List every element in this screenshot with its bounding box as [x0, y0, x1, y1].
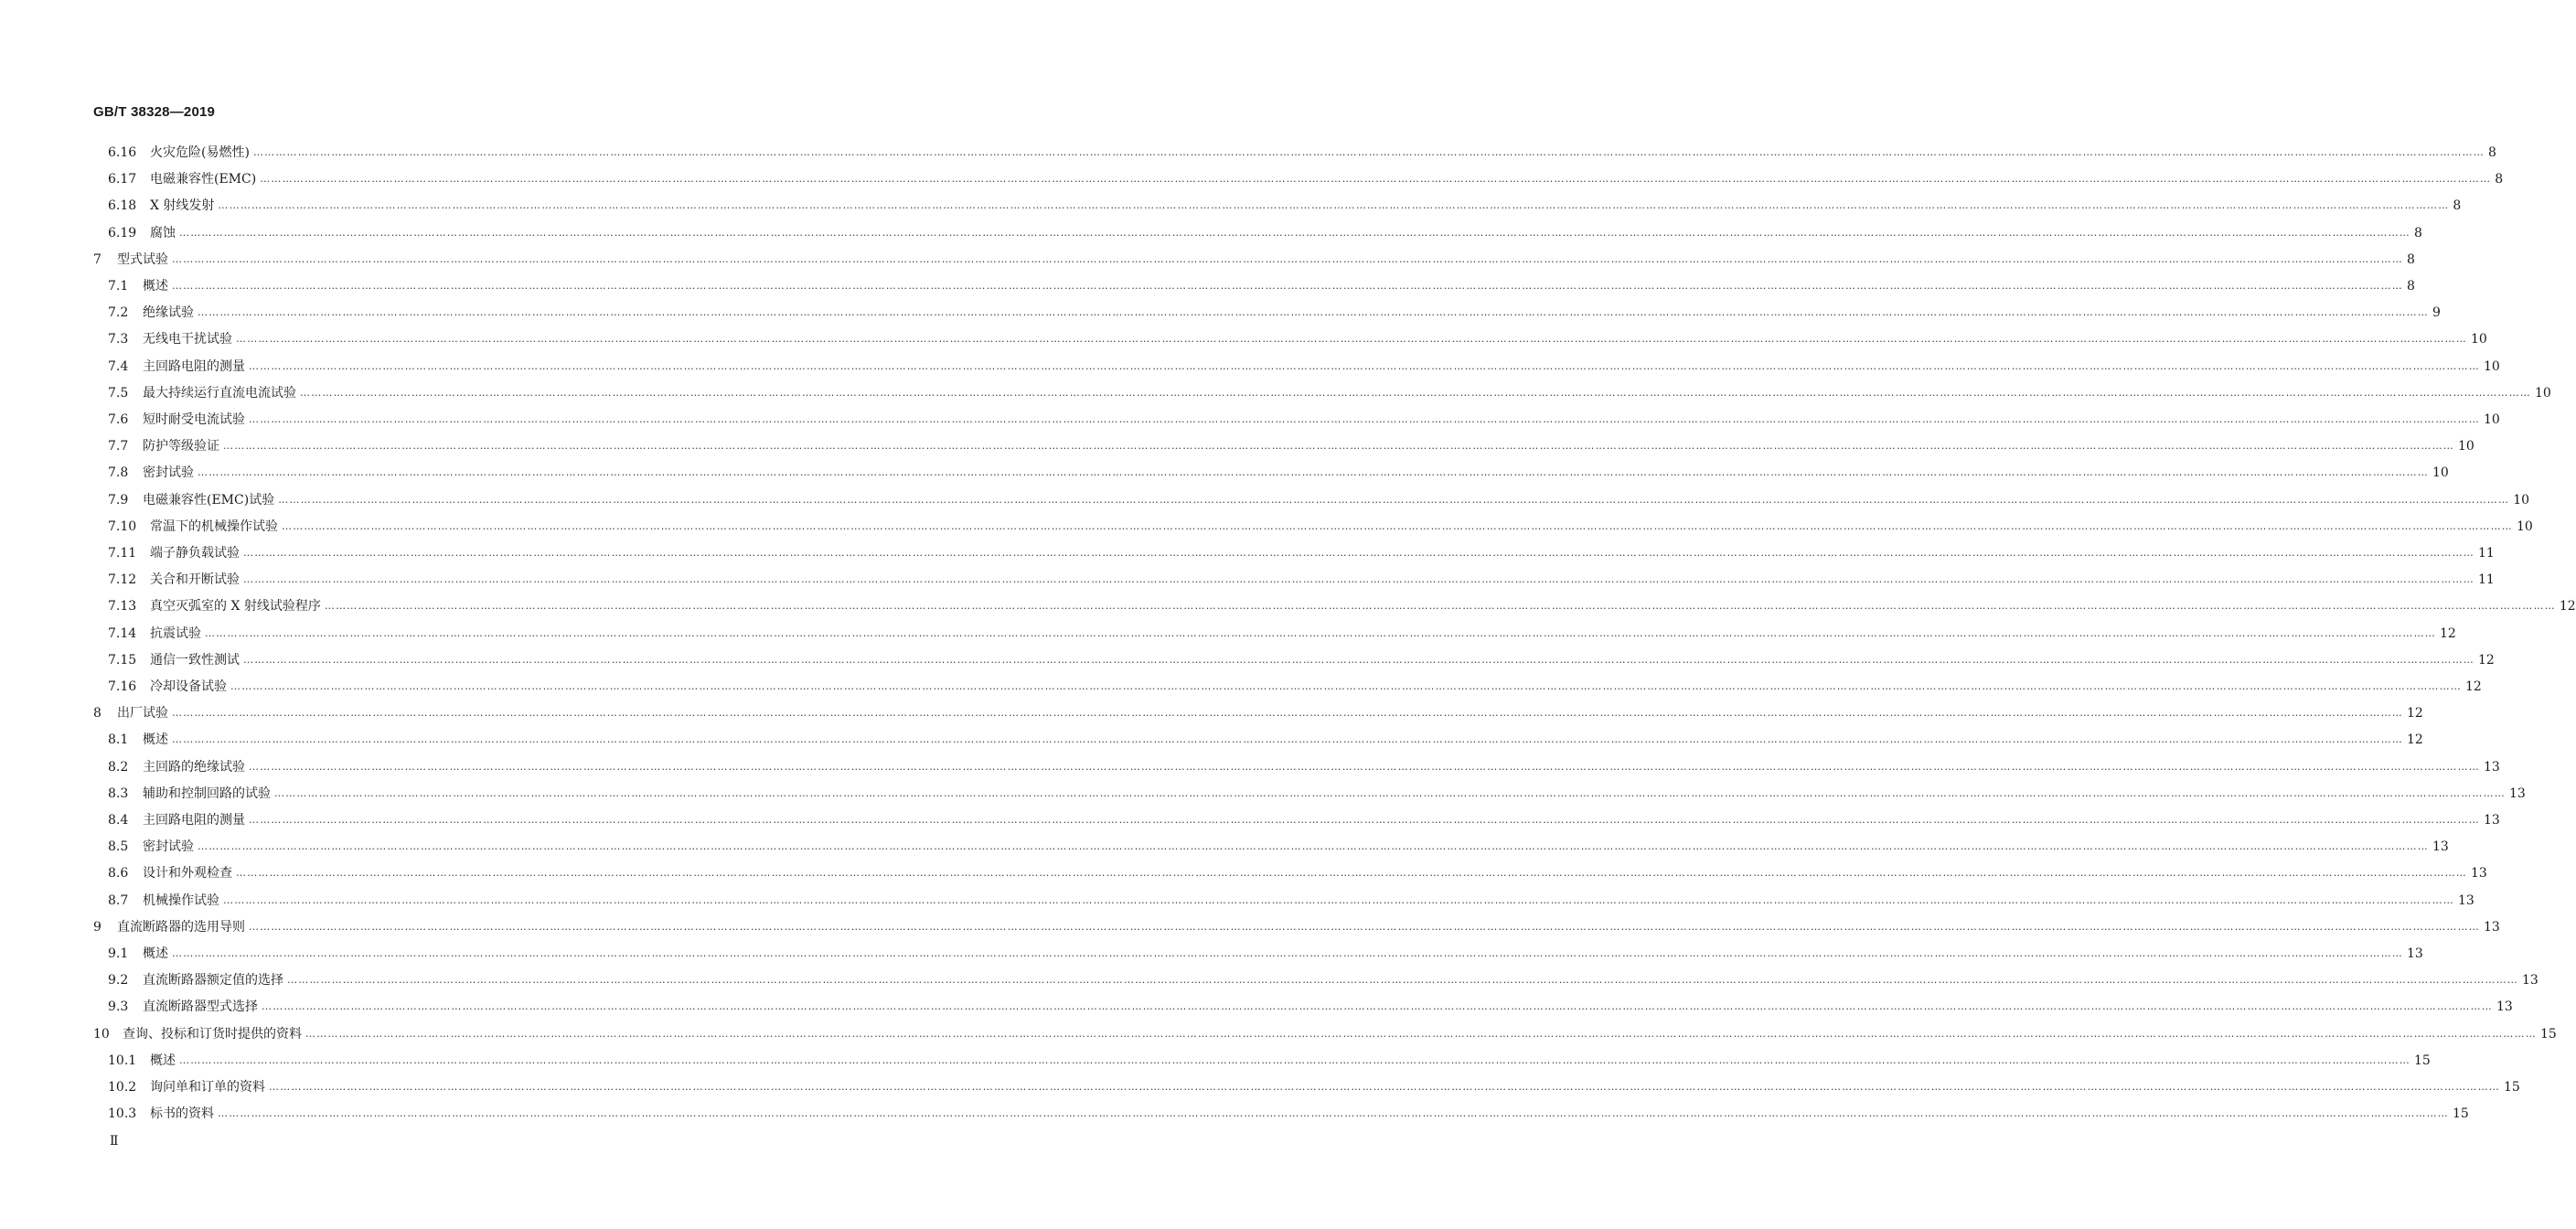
toc-number: 8.5 [108, 839, 129, 855]
toc-number: 8.6 [108, 866, 129, 882]
toc-page-number: 12 [2407, 732, 2423, 748]
toc-number: 10.3 [108, 1106, 137, 1122]
toc-page-number: 13 [2484, 919, 2500, 935]
toc-number: 6.16 [108, 145, 137, 160]
toc-leader-dots: …………………………………………………………………………………………………………………………………………………………………………………………………………………………………………………………………………………………………………………………………………………………………………………………………………………………………………………………………………………………………………………………………………………… [179, 1053, 2410, 1066]
toc-leader-dots: …………………………………………………………………………………………………………………………………………………………………………………………………………………………………………………………………………………………………………………………………………………………………………………………………………………………………………………………………………………………………………………………………………………… [243, 547, 2474, 559]
toc-leader-dots: …………………………………………………………………………………………………………………………………………………………………………………………………………………………………………………………………………………………………………………………………………………………………………………………………………………………………………………………………………………………………………………………………………………… [243, 573, 2474, 586]
toc-entry[interactable] [108, 837, 2449, 857]
toc-entry[interactable] [108, 223, 2422, 243]
toc-page-number: 11 [2478, 546, 2495, 561]
toc-leader-dots: …………………………………………………………………………………………………………………………………………………………………………………………………………………………………………………………………………………………………………………………………………………………………………………………………………………………………………………………………………………………………………………………………………………… [249, 760, 2480, 773]
toc-number: 7.10 [108, 518, 137, 534]
toc-page-number: 10 [2535, 385, 2551, 401]
toc-leader-dots: …………………………………………………………………………………………………………………………………………………………………………………………………………………………………………………………………………………………………………………………………………………………………………………………………………………………………………………………………………………………………………………………………………………… [198, 306, 2429, 319]
toc-number: 7.5 [108, 385, 129, 401]
toc-title: 短时耐受电流试验 [143, 412, 245, 427]
toc-page-number: 8 [2414, 225, 2422, 240]
toc-title: 主回路的绝缘试验 [143, 759, 245, 775]
toc-entry[interactable] [108, 863, 2487, 883]
toc-entry[interactable] [93, 703, 2423, 723]
toc-title: 辅助和控制回路的试验 [143, 785, 271, 801]
toc-title: 概述 [143, 732, 168, 748]
toc-title: 密封试验 [143, 839, 194, 855]
toc-entry[interactable] [108, 143, 2496, 163]
toc-number: 7.3 [108, 332, 129, 347]
toc-entry[interactable] [93, 250, 2415, 270]
toc-entry[interactable] [108, 570, 2495, 590]
toc-entry[interactable] [108, 624, 2456, 644]
toc-leader-dots: …………………………………………………………………………………………………………………………………………………………………………………………………………………………………………………………………………………………………………………………………………………………………………………………………………………………………………………………………………………………………………………………………………………… [218, 199, 2450, 212]
toc-number: 8 [93, 706, 102, 721]
toc-title: 概述 [143, 946, 168, 961]
toc-number: 9.1 [108, 946, 129, 961]
toc-page-number: 8 [2487, 145, 2496, 160]
toc-title: 直流断路器的选用导则 [117, 919, 245, 935]
toc-number: 10 [93, 1026, 110, 1042]
toc-leader-dots: …………………………………………………………………………………………………………………………………………………………………………………………………………………………………………………………………………………………………………………………………………………………………………………………………………………………………………………………………………………………………………………………………………………… [172, 947, 2403, 959]
toc-number: 8.1 [108, 732, 129, 748]
toc-title: 设计和外观检查 [143, 866, 232, 882]
toc-entry[interactable] [108, 463, 2449, 483]
toc-entry[interactable] [108, 1104, 2469, 1124]
toc-number: 9.2 [108, 973, 129, 989]
toc-number: 7.9 [108, 492, 129, 508]
toc-entry[interactable] [108, 970, 2539, 990]
toc-leader-dots: …………………………………………………………………………………………………………………………………………………………………………………………………………………………………………………………………………………………………………………………………………………………………………………………………………………………………………………………………………………………………………………………………………………… [172, 733, 2403, 746]
toc-title: 最大持续运行直流电流试验 [143, 385, 296, 401]
toc-number: 7.14 [108, 625, 137, 641]
toc-page-number: 8 [2407, 279, 2415, 294]
toc-leader-dots: …………………………………………………………………………………………………………………………………………………………………………………………………………………………………………………………………………………………………………………………………………………………………………………………………………………………………………………………………………………………………………………………………………………… [172, 707, 2403, 720]
toc-entry[interactable] [108, 169, 2504, 189]
toc-entry[interactable] [108, 784, 2526, 804]
toc-leader-dots: …………………………………………………………………………………………………………………………………………………………………………………………………………………………………………………………………………………………………………………………………………………………………………………………………………………………………………………………………………………………………………………………………………………… [223, 440, 2454, 453]
toc-entry[interactable] [108, 1051, 2431, 1071]
toc-title: 电磁兼容性(EMC) [150, 172, 257, 187]
toc-page-number: 13 [2432, 839, 2449, 855]
toc-number: 7 [93, 251, 102, 267]
toc-number: 8.3 [108, 785, 129, 801]
toc-leader-dots: …………………………………………………………………………………………………………………………………………………………………………………………………………………………………………………………………………………………………………………………………………………………………………………………………………………………………………………………………………………………………………………………………………………… [278, 493, 2510, 506]
toc-leader-dots: …………………………………………………………………………………………………………………………………………………………………………………………………………………………………………………………………………………………………………………………………………………………………………………………………………………………………………………………………………………………………………………………………………………… [282, 519, 2513, 532]
toc-page-number: 12 [2465, 679, 2482, 694]
toc-entry[interactable] [108, 944, 2423, 964]
toc-leader-dots: …………………………………………………………………………………………………………………………………………………………………………………………………………………………………………………………………………………………………………………………………………………………………………………………………………………………………………………………………………………………………………………………………………………… [300, 386, 2531, 399]
toc-title: 主回路电阻的测量 [143, 813, 245, 828]
toc-number: 7.2 [108, 305, 129, 321]
toc-page-number: 10 [2484, 358, 2500, 374]
toc-entry[interactable] [108, 730, 2423, 750]
toc-title: 型式试验 [117, 251, 168, 267]
toc-number: 8.4 [108, 813, 129, 828]
toc-entry[interactable] [108, 490, 2530, 510]
toc-entry[interactable] [108, 357, 2500, 377]
toc-leader-dots: …………………………………………………………………………………………………………………………………………………………………………………………………………………………………………………………………………………………………………………………………………………………………………………………………………………………………………………………………………………………………………………………………………………… [223, 893, 2454, 906]
toc-leader-dots: …………………………………………………………………………………………………………………………………………………………………………………………………………………………………………………………………………………………………………………………………………………………………………………………………………………………………………………………………………………………………………………………………………………… [269, 1081, 2500, 1093]
toc-page-number: 8 [2407, 251, 2415, 267]
toc-leader-dots: …………………………………………………………………………………………………………………………………………………………………………………………………………………………………………………………………………………………………………………………………………………………………………………………………………………………………………………………………………………………………………………………………………………… [172, 252, 2403, 265]
toc-number: 7.6 [108, 412, 129, 427]
toc-entry[interactable] [108, 196, 2462, 216]
toc-title: 通信一致性测试 [150, 652, 240, 668]
toc-page-number: 13 [2407, 946, 2423, 961]
document-code: GB/T 38328—2019 [93, 104, 216, 120]
toc-leader-dots: …………………………………………………………………………………………………………………………………………………………………………………………………………………………………………………………………………………………………………………………………………………………………………………………………………………………………………………………………………………………………………………………………………………… [198, 840, 2429, 853]
toc-title: X 射线发射 [150, 198, 215, 214]
toc-number: 7.1 [108, 279, 129, 294]
toc-title: 标书的资料 [150, 1106, 214, 1122]
toc-page-number: 15 [2453, 1106, 2469, 1122]
toc-entry[interactable] [108, 329, 2487, 349]
toc-page-number: 11 [2478, 572, 2495, 588]
toc-page-number: 10 [2432, 465, 2449, 481]
toc-entry[interactable] [93, 1024, 2557, 1044]
toc-leader-dots: …………………………………………………………………………………………………………………………………………………………………………………………………………………………………………………………………………………………………………………………………………………………………………………………………………………………………………………………………………………………………………………………………………………… [249, 920, 2480, 933]
toc-entry[interactable] [108, 757, 2500, 777]
toc-leader-dots: …………………………………………………………………………………………………………………………………………………………………………………………………………………………………………………………………………………………………………………………………………………………………………………………………………………………………………………………………………………………………………………………………………………… [172, 280, 2403, 292]
toc-number: 9.3 [108, 999, 129, 1015]
toc-page-number: 12 [2407, 706, 2423, 721]
toc-entry[interactable] [108, 436, 2474, 456]
toc-title: 出厂试验 [117, 706, 168, 721]
toc-entry[interactable] [93, 917, 2500, 937]
toc-title: 火灾危险(易燃性) [150, 145, 250, 160]
toc-number: 8.7 [108, 892, 129, 908]
toc-title: 电磁兼容性(EMC)试验 [143, 492, 275, 508]
toc-leader-dots: …………………………………………………………………………………………………………………………………………………………………………………………………………………………………………………………………………………………………………………………………………………………………………………………………………………………………………………………………………………………………………………………………………………… [252, 146, 2485, 158]
toc-entry[interactable] [108, 383, 2551, 403]
toc-number: 10.2 [108, 1080, 137, 1095]
toc-page-number: 13 [2458, 892, 2474, 908]
toc-number: 7.16 [108, 679, 137, 694]
toc-number: 10.1 [108, 1053, 137, 1068]
toc-leader-dots: …………………………………………………………………………………………………………………………………………………………………………………………………………………………………………………………………………………………………………………………………………………………………………………………………………………………………………………………………………………………………………………………………………………… [287, 974, 2518, 987]
toc-page-number: 13 [2522, 973, 2539, 989]
toc-number: 6.19 [108, 225, 137, 240]
toc-page-number: 15 [2540, 1026, 2557, 1042]
toc-page-number: 12 [2440, 625, 2456, 641]
toc-leader-dots: …………………………………………………………………………………………………………………………………………………………………………………………………………………………………………………………………………………………………………………………………………………………………………………………………………………………………………………………………………………………………………………………………………………… [205, 626, 2436, 639]
toc-entry[interactable] [108, 303, 2441, 323]
toc-page-number: 15 [2414, 1053, 2431, 1068]
toc-title: 概述 [143, 279, 168, 294]
toc-page-number: 10 [2471, 332, 2487, 347]
toc-title: 直流断路器型式选择 [143, 999, 258, 1015]
toc-page-number: 12 [2559, 599, 2576, 614]
toc-leader-dots: …………………………………………………………………………………………………………………………………………………………………………………………………………………………………………………………………………………………………………………………………………………………………………………………………………………………………………………………………………………………………………………………………………………… [305, 1027, 2537, 1040]
toc-title: 抗震试验 [150, 625, 201, 641]
toc-title: 查询、投标和订货时提供的资料 [123, 1026, 302, 1042]
toc-entry[interactable] [108, 997, 2513, 1017]
toc-entry[interactable] [108, 650, 2495, 670]
toc-leader-dots: …………………………………………………………………………………………………………………………………………………………………………………………………………………………………………………………………………………………………………………………………………………………………………………………………………………………………………………………………………………………………………………………………………………… [236, 333, 2467, 346]
toc-page-number: 13 [2484, 759, 2500, 775]
toc-leader-dots: …………………………………………………………………………………………………………………………………………………………………………………………………………………………………………………………………………………………………………………………………………………………………………………………………………………………………………………………………………………………………………………………………………………… [260, 173, 2492, 186]
toc-page-number: 13 [2484, 813, 2500, 828]
toc-number: 8.2 [108, 759, 129, 775]
toc-number: 7.12 [108, 572, 137, 588]
toc-title: 询问单和订单的资料 [150, 1080, 265, 1095]
toc-number: 9 [93, 919, 102, 935]
toc-page-number: 8 [2453, 198, 2462, 214]
toc-leader-dots: …………………………………………………………………………………………………………………………………………………………………………………………………………………………………………………………………………………………………………………………………………………………………………………………………………………………………………………………………………………………………………………………………………………… [262, 1000, 2493, 1013]
toc-entry[interactable] [108, 276, 2415, 296]
toc-page-number: 13 [2509, 785, 2526, 801]
toc-page-number: 10 [2517, 518, 2533, 534]
toc-title: 直流断路器额定值的选择 [143, 973, 283, 989]
toc-leader-dots: …………………………………………………………………………………………………………………………………………………………………………………………………………………………………………………………………………………………………………………………………………………………………………………………………………………………………………………………………………………………………………………………………………………… [179, 226, 2410, 239]
toc-page-number: 10 [2484, 412, 2500, 427]
toc-page-number: 10 [2458, 439, 2474, 454]
toc-title: 常温下的机械操作试验 [150, 518, 278, 534]
toc-leader-dots: …………………………………………………………………………………………………………………………………………………………………………………………………………………………………………………………………………………………………………………………………………………………………………………………………………………………………………………………………………………………………………………………………………………… [236, 867, 2467, 880]
toc-number: 7.7 [108, 439, 129, 454]
toc-page-number: 13 [2496, 999, 2513, 1015]
toc-page-number: 10 [2513, 492, 2530, 508]
toc-title: 主回路电阻的测量 [143, 358, 245, 374]
toc-entry[interactable] [108, 410, 2500, 430]
toc-title: 端子静负载试验 [150, 546, 240, 561]
toc-title: 冷却设备试验 [150, 679, 227, 694]
toc-entry[interactable] [108, 1077, 2520, 1097]
toc-entry[interactable] [108, 596, 2576, 616]
toc-number: 7.13 [108, 599, 137, 614]
toc-page-number: 8 [2495, 172, 2504, 187]
page-folio: Ⅱ [110, 1134, 119, 1149]
toc-title: 概述 [150, 1053, 176, 1068]
toc-entry[interactable] [108, 677, 2482, 697]
toc-title: 绝缘试验 [143, 305, 194, 321]
toc-entry[interactable] [108, 543, 2495, 563]
toc-number: 6.17 [108, 172, 137, 187]
toc-number: 7.11 [108, 546, 137, 561]
toc-title: 密封试验 [143, 465, 194, 481]
toc-page-number: 9 [2432, 305, 2441, 321]
toc-entry[interactable] [108, 891, 2474, 911]
toc-entry[interactable] [108, 810, 2500, 830]
toc-title: 防护等级验证 [143, 439, 219, 454]
toc-title: 真空灭弧室的 X 射线试验程序 [150, 599, 321, 614]
toc-leader-dots: …………………………………………………………………………………………………………………………………………………………………………………………………………………………………………………………………………………………………………………………………………………………………………………………………………………………………………………………………………………………………………………………………………………… [230, 680, 2462, 692]
toc-leader-dots: …………………………………………………………………………………………………………………………………………………………………………………………………………………………………………………………………………………………………………………………………………………………………………………………………………………………………………………………………………………………………………………………………………………… [249, 814, 2480, 826]
toc-leader-dots: …………………………………………………………………………………………………………………………………………………………………………………………………………………………………………………………………………………………………………………………………………………………………………………………………………………………………………………………………………………………………………………………………………………… [324, 600, 2556, 613]
toc-number: 7.15 [108, 652, 137, 668]
toc-title: 机械操作试验 [143, 892, 219, 908]
toc-entry[interactable] [108, 517, 2533, 537]
toc-leader-dots: …………………………………………………………………………………………………………………………………………………………………………………………………………………………………………………………………………………………………………………………………………………………………………………………………………………………………………………………………………………………………………………………………………………… [274, 786, 2506, 799]
toc-page-number: 13 [2471, 866, 2487, 882]
toc-page-number: 15 [2504, 1080, 2520, 1095]
toc-leader-dots: …………………………………………………………………………………………………………………………………………………………………………………………………………………………………………………………………………………………………………………………………………………………………………………………………………………………………………………………………………………………………………………………………………………… [198, 466, 2429, 479]
toc-title: 腐蚀 [150, 225, 176, 240]
toc-number: 6.18 [108, 198, 137, 214]
toc-page-number: 12 [2478, 652, 2495, 668]
toc-leader-dots: …………………………………………………………………………………………………………………………………………………………………………………………………………………………………………………………………………………………………………………………………………………………………………………………………………………………………………………………………………………………………………………………………………………… [243, 653, 2474, 666]
toc-leader-dots: …………………………………………………………………………………………………………………………………………………………………………………………………………………………………………………………………………………………………………………………………………………………………………………………………………………………………………………………………………………………………………………………………………………… [218, 1107, 2449, 1120]
toc-title: 无线电干扰试验 [143, 332, 232, 347]
toc-number: 7.4 [108, 358, 129, 374]
toc-number: 7.8 [108, 465, 129, 481]
toc-leader-dots: …………………………………………………………………………………………………………………………………………………………………………………………………………………………………………………………………………………………………………………………………………………………………………………………………………………………………………………………………………………………………………………………………………………… [249, 359, 2480, 372]
toc-leader-dots: …………………………………………………………………………………………………………………………………………………………………………………………………………………………………………………………………………………………………………………………………………………………………………………………………………………………………………………………………………………………………………………………………………………… [249, 413, 2480, 425]
toc-title: 关合和开断试验 [150, 572, 240, 588]
